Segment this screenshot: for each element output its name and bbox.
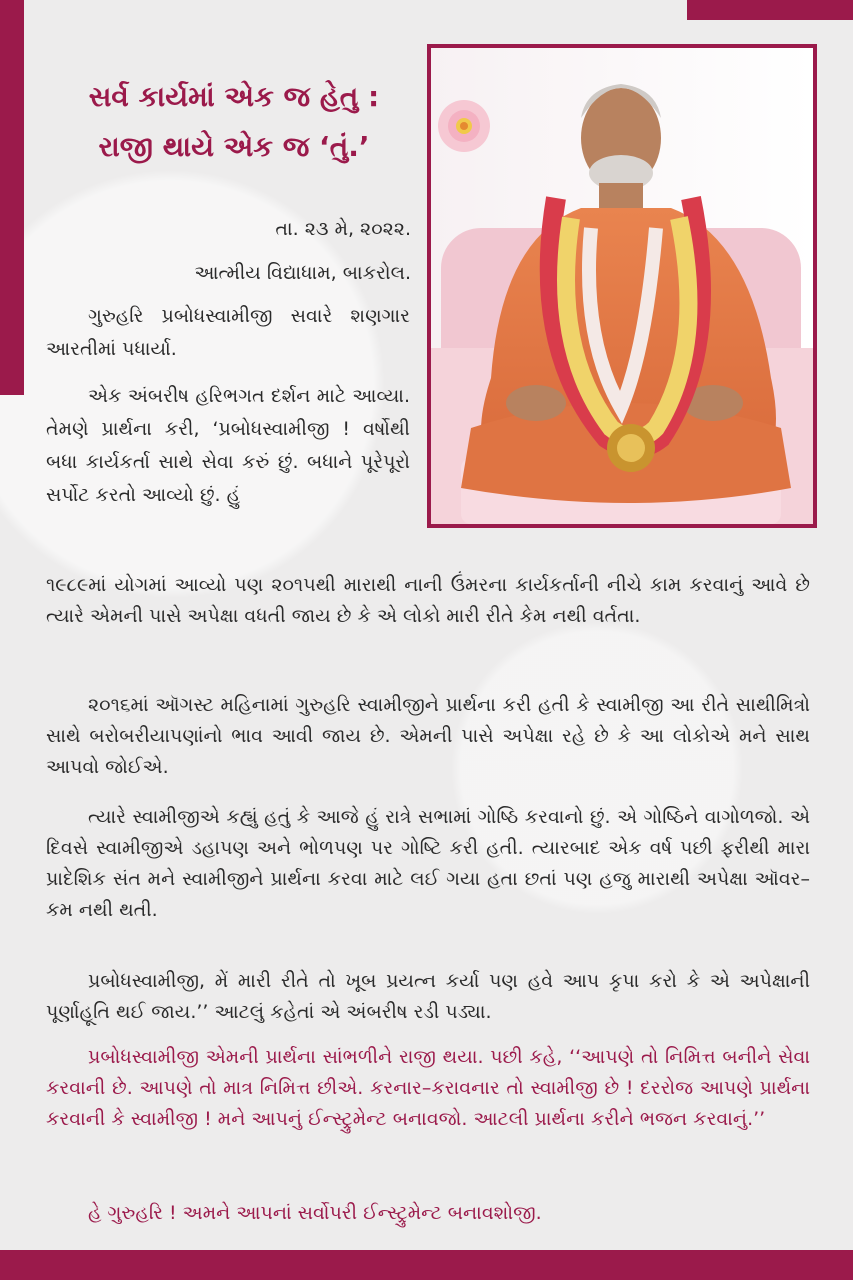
top-accent-bar xyxy=(687,0,853,20)
paragraph-1: ગુરુહરિ પ્રબોધસ્વામીજી સવારે શણગાર આરતીમાં પધાર્યા. xyxy=(46,305,410,360)
closing-prayer: હે ગુરુહરિ ! અમને આપનાં સર્વોપરી ઈન્સ્ટ્રુમેન્ટ બનાવશોજી. xyxy=(88,1202,542,1224)
paragraph-6-quote: પ્રબોધસ્વામીજી એમની પ્રાર્થના સાંભળીને રાજી થયા. પછી કહે, ‘‘આપણે તો નિમિત્ત બનીને સેવા કરવાની છે. આપણે તો માત્ર નિમિત્ત છીએ. કરનાર–કરાવનાર તો સ્વામીજી છે ! દરરોજ આપણે પ્રાર્થના કરવાની કે સ્વામીજી ! મને આપનું ઈન્સ્ટ્રુમેન્ટ બનાવજો. આટલી પ્રાર્થના કરીને ભજન કરવાનું.’’ xyxy=(46,1046,810,1130)
place-line: આત્મીય વિદ્યાધામ, બાકરોલ. xyxy=(194,262,411,284)
paragraph-3: ૨૦૧૬માં ઑગસ્ટ મહિનામાં ગુરુહરિ સ્વામીજીને પ્રાર્થના કરી હતી કે સ્વામીજી આ રીતે સાથીમિત્રો સાથે બરોબરીયાપણાંનો ભાવ આવી જાય છે. એમની પાસે અપેક્ષા રહે છે કે આ લોકોએ મને સાથ આપવો જોઈએ. xyxy=(46,694,810,778)
bottom-accent-bar xyxy=(0,1250,853,1280)
seated-saint-illustration xyxy=(431,48,813,524)
left-accent-bar xyxy=(0,0,24,395)
date-line: તા. ૨૩ મે, ૨૦૨૨. xyxy=(275,218,411,240)
paragraph-2-end: ૧૯૮૯માં યોગમાં આવ્યો પણ ૨૦૧૫થી મારાથી નાની ઉંમરના કાર્યકર્તાની નીચે કામ કરવાનું આવે છે ત્યારે એમની પાસે અપેક્ષા વધતી જાય છે કે એ લોકો મારી રીતે કેમ નથી વર્તતા. xyxy=(46,574,810,627)
paragraph-5: પ્રબોધસ્વામીજી, મેં મારી રીતે તો ખૂબ પ્રયત્ન કર્યા પણ હવે આપ કૃપા કરો કે એ અપેક્ષાની પૂર્ણાહૂતિ થઈ જાય.’’ આટલું કહેતાં એ અંબરીષ રડી પડ્યા. xyxy=(46,970,810,1023)
paragraph-2-start: એક અંબરીષ હરિભગત દર્શન માટે આવ્યા. તેમણે પ્રાર્થના કરી, ‘પ્રબોધસ્વામીજી ! વર્ષોથી બધા કાર્યકર્તા સાથે સેવા કરું છું. બધાને પૂરેપૂરો સર્પોટ કરતો આવ્યો છું. હું xyxy=(46,385,410,506)
title-line-2: રાજી થાયે એક જ ‘તું.’ xyxy=(98,130,370,163)
page-title xyxy=(44,72,424,172)
paragraph-4: ત્યારે સ્વામીજીએ કહ્યું હતું કે આજે હું રાત્રે સભામાં ગોષ્ઠિ કરવાનો છું. એ ગોષ્ઠિને વાગોળજો. એ દિવસે સ્વામીજીએ ડહાપણ અને ભોળપણ પર ગોષ્ટિ કરી હતી. ત્યારબાદ એક વર્ષ પછી ફરીથી મારા પ્રાદેશિક સંત મને સ્વામીજીને પ્રાર્થના કરવા માટે લઈ ગયા હતા છતાં પણ હજુ મારાથી અપેક્ષા ઑવર–કમ નથી થતી. xyxy=(46,806,810,921)
title-line-1: સર્વ કાર્યમાં એક જ હેતુ : xyxy=(88,80,380,113)
flower-icon xyxy=(438,100,490,152)
swamiji-photo xyxy=(427,44,817,528)
